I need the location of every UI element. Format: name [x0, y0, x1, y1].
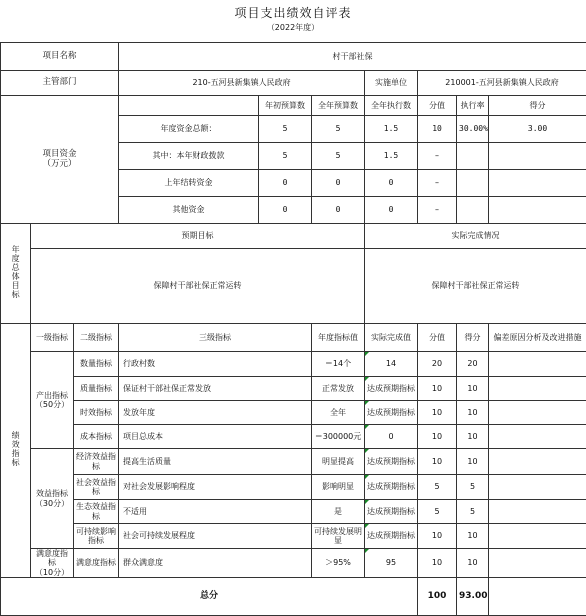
indicator-score-value: 10 — [418, 425, 457, 449]
funds-header-initial: 年初预算数 — [259, 96, 312, 116]
funds-row-score-value: – — [418, 170, 457, 197]
goal-label — [1, 224, 31, 324]
goal-actual-header: 实际完成情况 — [365, 224, 586, 249]
funds-row-initial: 0 — [259, 197, 312, 224]
funds-row-label: 年度资金总额： — [119, 116, 259, 143]
funds-row-executed: 1.5 — [365, 116, 418, 143]
funds-row-executed: 0 — [365, 197, 418, 224]
funds-header-executed: 全年执行数 — [365, 96, 418, 116]
indicator-row — [1, 377, 586, 401]
indicator-header-score: 得分 — [457, 324, 489, 352]
indicator-actual: 达成预期指标 — [365, 377, 418, 401]
funds-header-score: 得分 — [489, 96, 586, 116]
goal-expected-text: 保障村干部社保正常运转 — [31, 249, 365, 324]
indicator-actual: 达成预期指标 — [365, 475, 418, 500]
indicator-l2: 数量指标 — [74, 352, 119, 377]
funds-row-label: 上年结转资金 — [119, 170, 259, 197]
indicator-row — [1, 425, 586, 449]
funds-row-rate: 30.00% — [457, 116, 489, 143]
indicator-actual: 0 — [365, 425, 418, 449]
funds-row-annual: 0 — [312, 197, 365, 224]
indicator-reason — [489, 549, 586, 578]
funds-label-text: 项目资金 （万元） — [42, 148, 77, 169]
funds-row-annual: 5 — [312, 143, 365, 170]
indicator-target: 可持续发展明显 — [312, 524, 365, 549]
indicator-label-text: 绩效指标 — [11, 431, 21, 468]
indicator-l2: 成本指标 — [74, 425, 119, 449]
indicator-score-value: 10 — [418, 449, 457, 475]
table-year: （2022年度） — [266, 23, 320, 32]
indicator-score: 5 — [457, 475, 489, 500]
indicator-l3: 项目总成本 — [119, 425, 312, 449]
funds-row-initial: 5 — [259, 116, 312, 143]
funds-row-executed: 1.5 — [365, 143, 418, 170]
funds-row-score-value: 10 — [418, 116, 457, 143]
indicator-score-value: 20 — [418, 352, 457, 377]
funds-row-score — [489, 197, 586, 224]
indicator-group-label — [31, 549, 74, 578]
funds-header-row — [1, 96, 586, 116]
indicator-l2: 质量指标 — [74, 377, 119, 401]
indicator-actual: 95 — [365, 549, 418, 578]
indicator-group-label — [31, 352, 74, 449]
funds-header-rate: 执行率 — [457, 96, 489, 116]
dept-label: 主管部门 — [1, 71, 119, 96]
indicator-reason — [489, 352, 586, 377]
indicator-actual: 达成预期指标 — [365, 500, 418, 524]
indicator-header-row — [1, 324, 586, 352]
indicator-target: 正常发放 — [312, 377, 365, 401]
funds-row-annual: 0 — [312, 170, 365, 197]
indicator-l2: 经济效益指标 — [74, 449, 119, 475]
funds-row-initial: 0 — [259, 170, 312, 197]
dept-row — [1, 71, 586, 96]
goal-actual-text: 保障村干部社保正常运转 — [365, 249, 586, 324]
impl-label: 实施单位 — [365, 71, 418, 96]
funds-row-score: 3.00 — [489, 116, 586, 143]
indicator-l2: 时效指标 — [74, 401, 119, 425]
indicator-target: 明显提高 — [312, 449, 365, 475]
funds-row-score-value: – — [418, 143, 457, 170]
indicator-score: 10 — [457, 449, 489, 475]
indicator-row — [1, 449, 586, 475]
project-name-row — [1, 43, 586, 71]
funds-header-score-value: 分值 — [418, 96, 457, 116]
indicator-l3: 社会可持续发展程度 — [119, 524, 312, 549]
indicator-target: ＝14个 — [312, 352, 365, 377]
funds-row-rate — [457, 197, 489, 224]
funds-label — [1, 96, 119, 224]
dept-value: 210-五河县新集镇人民政府 — [119, 71, 365, 96]
goal-expected-header: 预期目标 — [31, 224, 365, 249]
indicator-header-level3: 三级指标 — [119, 324, 312, 352]
table-title: 项目支出绩效自评表 — [234, 6, 352, 20]
goal-content-row — [1, 249, 586, 324]
indicator-group-label — [31, 449, 74, 549]
indicator-l3: 保证村干部社保正常发放 — [119, 377, 312, 401]
indicator-l3: 提高生活质量 — [119, 449, 312, 475]
impl-value: 210001-五河县新集镇人民政府 — [418, 71, 586, 96]
funds-row-rate — [457, 170, 489, 197]
performance-table — [0, 42, 586, 616]
indicator-row — [1, 475, 586, 500]
indicator-header-reason: 偏差原因分析及改进措施 — [489, 324, 586, 352]
funds-row-score — [489, 170, 586, 197]
indicator-l3: 行政村数 — [119, 352, 312, 377]
indicator-score: 10 — [457, 524, 489, 549]
indicator-l3: 发放年度 — [119, 401, 312, 425]
indicator-score: 10 — [457, 425, 489, 449]
indicator-target: 全年 — [312, 401, 365, 425]
indicator-header-score-value: 分值 — [418, 324, 457, 352]
indicator-score-value: 10 — [418, 549, 457, 578]
funds-row-annual: 5 — [312, 116, 365, 143]
indicator-l3: 群众满意度 — [119, 549, 312, 578]
indicator-score-value: 5 — [418, 475, 457, 500]
indicator-l3: 不适用 — [119, 500, 312, 524]
indicator-row — [1, 500, 586, 524]
indicator-l2: 社会效益指标 — [74, 475, 119, 500]
total-score-value: 100 — [418, 578, 457, 616]
funds-row-executed: 0 — [365, 170, 418, 197]
indicator-target: ＞95% — [312, 549, 365, 578]
indicator-row — [1, 549, 586, 578]
indicator-reason — [489, 475, 586, 500]
indicator-actual: 14 — [365, 352, 418, 377]
total-blank — [489, 578, 586, 616]
indicator-score-value: 10 — [418, 401, 457, 425]
goal-label-text: 年度总体目标 — [11, 245, 21, 300]
indicator-l2: 生态效益指标 — [74, 500, 119, 524]
project-name-label: 项目名称 — [1, 43, 119, 71]
indicator-reason — [489, 377, 586, 401]
indicator-score: 10 — [457, 377, 489, 401]
indicator-row — [1, 401, 586, 425]
indicator-header-target: 年度指标值 — [312, 324, 365, 352]
goal-header-row — [1, 224, 586, 249]
indicator-score: 20 — [457, 352, 489, 377]
indicator-l3: 对社会发展影响程度 — [119, 475, 312, 500]
indicator-score: 10 — [457, 549, 489, 578]
indicator-target: 是 — [312, 500, 365, 524]
indicator-target: 影响明显 — [312, 475, 365, 500]
indicator-header-actual: 实际完成值 — [365, 324, 418, 352]
indicator-reason — [489, 524, 586, 549]
funds-header-annual: 全年预算数 — [312, 96, 365, 116]
indicator-reason — [489, 449, 586, 475]
funds-row-score — [489, 143, 586, 170]
indicator-score: 10 — [457, 401, 489, 425]
funds-row-label: 其中：本年财政拨款 — [119, 143, 259, 170]
indicator-row — [1, 352, 586, 377]
indicator-l2: 满意度指标 — [74, 549, 119, 578]
total-row — [1, 578, 586, 616]
indicator-target: ＝300000元 — [312, 425, 365, 449]
indicator-header-level2: 二级指标 — [74, 324, 119, 352]
indicator-score-value: 10 — [418, 524, 457, 549]
indicator-score: 5 — [457, 500, 489, 524]
total-label: 总分 — [1, 578, 418, 616]
indicator-label — [1, 324, 31, 578]
indicator-group-label-text: 满意度指标 （10分） — [34, 549, 70, 577]
funds-row-label: 其他资金 — [119, 197, 259, 224]
indicator-l2: 可持续影响指标 — [74, 524, 119, 549]
indicator-reason — [489, 500, 586, 524]
funds-row-score-value: – — [418, 197, 457, 224]
indicator-actual: 达成预期指标 — [365, 449, 418, 475]
indicator-group-label-text: 效益指标 （30分） — [34, 489, 70, 508]
indicator-header-level1: 一级指标 — [31, 324, 74, 352]
total-score: 93.00 — [457, 578, 489, 616]
project-name-value: 村干部社保 — [119, 43, 586, 71]
funds-row-initial: 5 — [259, 143, 312, 170]
indicator-reason — [489, 401, 586, 425]
indicator-score-value: 5 — [418, 500, 457, 524]
indicator-actual: 达成预期指标 — [365, 524, 418, 549]
indicator-score-value: 10 — [418, 377, 457, 401]
indicator-actual: 达成预期指标 — [365, 401, 418, 425]
funds-row-rate — [457, 143, 489, 170]
indicator-group-label-text: 产出指标 （50分） — [34, 390, 70, 409]
indicator-reason — [489, 425, 586, 449]
funds-blank-header — [119, 96, 259, 116]
indicator-row — [1, 524, 586, 549]
